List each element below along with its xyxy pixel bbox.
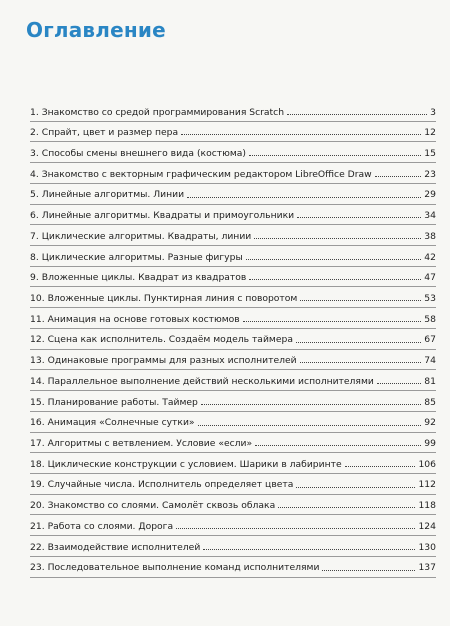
toc-dot-leader xyxy=(345,466,416,467)
toc-entry-number: 13. xyxy=(30,355,45,367)
toc-entry[interactable] xyxy=(30,205,436,226)
toc-entry-number: 8. xyxy=(30,251,39,263)
toc-entry[interactable] xyxy=(30,246,436,267)
toc-entry[interactable] xyxy=(30,308,436,329)
toc-entry[interactable] xyxy=(30,287,436,308)
toc-dot-leader xyxy=(296,487,415,488)
toc-entry-page-number: 99 xyxy=(424,438,436,450)
page-title: Оглавление xyxy=(26,18,166,42)
toc-dot-leader xyxy=(243,321,422,322)
toc-entry-page-number: 34 xyxy=(424,210,436,222)
toc-dot-leader xyxy=(300,300,421,301)
toc-entry-number: 3. xyxy=(30,147,39,159)
toc-entry[interactable] xyxy=(30,370,436,391)
toc-entry-page-number: 15 xyxy=(424,147,436,159)
toc-entry-number: 10. xyxy=(30,292,45,304)
toc-entry[interactable] xyxy=(30,515,436,536)
table-of-contents xyxy=(30,101,436,578)
toc-entry-title: Линейные алгоритмы. Квадраты и примоугольники xyxy=(41,210,295,222)
toc-entry-number: 22. xyxy=(30,541,45,553)
toc-entry-title: Последовательное выполнение команд исполнителями xyxy=(47,562,320,574)
toc-entry-page-number: 67 xyxy=(424,334,436,346)
toc-entry-number: 16. xyxy=(30,417,45,429)
toc-entry-page-number: 85 xyxy=(424,396,436,408)
toc-entry-page-number: 12 xyxy=(424,127,436,139)
toc-entry-number: 14. xyxy=(30,375,45,387)
toc-dot-leader xyxy=(297,217,421,218)
toc-entry-title: Параллельное выполнение действий несколькими исполнителями xyxy=(47,375,374,387)
toc-entry-page-number: 130 xyxy=(418,541,436,553)
toc-entry-page-number: 58 xyxy=(424,313,436,325)
toc-dot-leader xyxy=(375,176,422,177)
toc-entry[interactable] xyxy=(30,350,436,371)
toc-entry-title: Работа со слоями. Дорога xyxy=(47,520,174,532)
toc-dot-leader xyxy=(187,197,421,198)
toc-entry-page-number: 137 xyxy=(418,562,436,574)
toc-dot-leader xyxy=(181,134,421,135)
toc-entry-title: Одинаковые программы для разных исполнителей xyxy=(47,355,297,367)
toc-entry[interactable] xyxy=(30,122,436,143)
toc-entry-number: 11. xyxy=(30,313,45,325)
toc-dot-leader xyxy=(198,425,422,426)
toc-entry-page-number: 23 xyxy=(424,168,436,180)
toc-entry-title: Анимация «Солнечные сутки» xyxy=(47,417,195,429)
toc-entry-page-number: 106 xyxy=(418,458,436,470)
toc-entry[interactable] xyxy=(30,391,436,412)
toc-dot-leader xyxy=(246,259,422,260)
toc-entry-page-number: 81 xyxy=(424,375,436,387)
toc-entry-number: 9. xyxy=(30,272,39,284)
toc-entry-page-number: 74 xyxy=(424,355,436,367)
toc-entry[interactable] xyxy=(30,329,436,350)
toc-entry-title: Сцена как исполнитель. Создаём модель таймера xyxy=(47,334,293,346)
toc-entry-page-number: 53 xyxy=(424,292,436,304)
toc-entry-number: 19. xyxy=(30,479,45,491)
toc-entry-title: Вложенные циклы. Квадрат из квадратов xyxy=(41,272,247,284)
toc-entry-page-number: 47 xyxy=(424,272,436,284)
toc-entry-page-number: 118 xyxy=(418,500,436,512)
toc-entry-number: 7. xyxy=(30,230,39,242)
toc-entry[interactable] xyxy=(30,433,436,454)
toc-dot-leader xyxy=(176,528,415,529)
toc-entry-number: 6. xyxy=(30,210,39,222)
toc-entry[interactable] xyxy=(30,225,436,246)
toc-dot-leader xyxy=(278,507,415,508)
toc-entry-page-number: 124 xyxy=(418,520,436,532)
toc-dot-leader xyxy=(322,570,415,571)
toc-entry-page-number: 3 xyxy=(430,106,436,118)
toc-entry-number: 12. xyxy=(30,334,45,346)
toc-entry-title: Анимация на основе готовых костюмов xyxy=(47,313,240,325)
toc-dot-leader xyxy=(296,342,421,343)
toc-entry[interactable] xyxy=(30,453,436,474)
toc-dot-leader xyxy=(377,383,421,384)
toc-entry[interactable] xyxy=(30,474,436,495)
toc-entry-number: 17. xyxy=(30,438,45,450)
toc-dot-leader xyxy=(249,155,421,156)
toc-entry-title: Циклические алгоритмы. Разные фигуры xyxy=(41,251,243,263)
toc-entry-number: 5. xyxy=(30,189,39,201)
toc-entry-title: Знакомство со слоями. Самолёт сквозь облака xyxy=(47,500,276,512)
toc-entry[interactable] xyxy=(30,412,436,433)
toc-entry-page-number: 92 xyxy=(424,417,436,429)
toc-entry-title: Вложенные циклы. Пунктирная линия с поворотом xyxy=(47,292,298,304)
toc-entry-page-number: 29 xyxy=(424,189,436,201)
toc-entry-title: Знакомство с векторным графическим редактором LibreOffice Draw xyxy=(41,168,372,180)
toc-entry[interactable] xyxy=(30,495,436,516)
toc-entry[interactable] xyxy=(30,142,436,163)
toc-entry-title: Взаимодействие исполнителей xyxy=(47,541,201,553)
toc-entry[interactable] xyxy=(30,267,436,288)
toc-entry-title: Циклические алгоритмы. Квадраты, линии xyxy=(41,230,252,242)
toc-entry-number: 15. xyxy=(30,396,45,408)
toc-entry-title: Случайные числа. Исполнитель определяет цвета xyxy=(47,479,294,491)
toc-entry-page-number: 38 xyxy=(424,230,436,242)
toc-dot-leader xyxy=(255,445,421,446)
toc-entry-number: 2. xyxy=(30,127,39,139)
toc-entry-number: 1. xyxy=(30,106,39,118)
toc-entry-title: Линейные алгоритмы. Линии xyxy=(41,189,185,201)
toc-entry-number: 21. xyxy=(30,520,45,532)
toc-entry-page-number: 42 xyxy=(424,251,436,263)
toc-entry[interactable] xyxy=(30,101,436,122)
toc-entry-title: Алгоритмы с ветвлением. Условие «если» xyxy=(47,438,253,450)
toc-dot-leader xyxy=(300,362,422,363)
toc-entry-title: Способы смены внешнего вида (костюма) xyxy=(41,147,246,159)
toc-entry-title: Спрайт, цвет и размер пера xyxy=(41,127,179,139)
toc-entry-title: Знакомство со средой программирования Scratch xyxy=(41,106,285,118)
toc-dot-leader xyxy=(203,549,415,550)
toc-dot-leader xyxy=(249,279,421,280)
toc-entry[interactable] xyxy=(30,557,436,578)
toc-entry[interactable] xyxy=(30,536,436,557)
toc-entry-number: 18. xyxy=(30,458,45,470)
toc-entry-number: 4. xyxy=(30,168,39,180)
toc-entry-title: Циклические конструкции с условием. Шарики в лабиринте xyxy=(47,458,342,470)
toc-dot-leader xyxy=(254,238,421,239)
toc-dot-leader xyxy=(287,114,427,115)
toc-entry-number: 20. xyxy=(30,500,45,512)
toc-entry-number: 23. xyxy=(30,562,45,574)
toc-entry[interactable] xyxy=(30,184,436,205)
toc-dot-leader xyxy=(201,404,421,405)
toc-entry-page-number: 112 xyxy=(418,479,436,491)
toc-entry-title: Планирование работы. Таймер xyxy=(47,396,198,408)
toc-entry[interactable] xyxy=(30,163,436,184)
